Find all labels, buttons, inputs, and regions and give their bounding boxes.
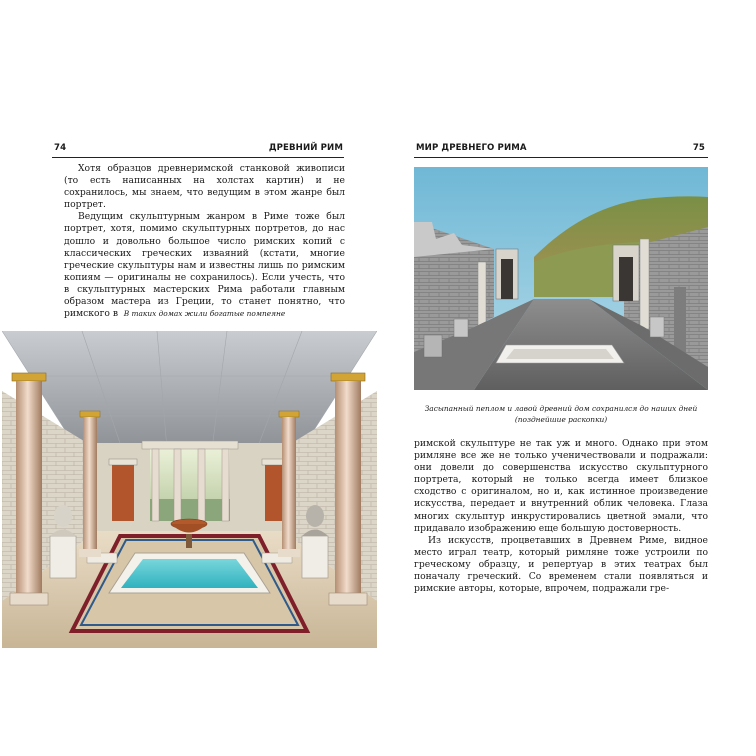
illustration-caption-left: В таких домах жили богатые помпеяне bbox=[123, 309, 286, 318]
illustration-caption-right: Засыпанный пеплом и лавой древний дом сохранился до наших дней (позднейшие раскопки) bbox=[424, 404, 698, 424]
page-number-right: 75 bbox=[692, 143, 705, 153]
paragraph: Ведущим скульптурным жанром в Риме тоже был портрет, хотя, помимо скульптурных портретов, до нас дошло и довольно большое число римских копий с классических греческих изваяний (кстати, многие греческие скульптуры нам и известны лишь по римским копиям — оригиналы не сохранилось). Если учесть, что в скульптурных мастерских Рима работали главным образом мастера из Греции, то станет понятно, что римского в bbox=[64, 211, 345, 320]
page-number-left: 74 bbox=[54, 143, 67, 153]
running-title-left: ДРЕВНИЙ РИМ bbox=[268, 143, 343, 153]
paragraph: римской скульптуре не так уж и много. Однако при этом римляне все же не только ученичествовали и подражали: они довели до совершенства искусство скульптурного портрета, который не только всегда имеет близкое сходство с оригиналом, но и, как истинное произведение искусства, передает и внутренний облик человека. Глаза многих скульптур инкрустировались цветной эмали, что придавало изображению еще большую достоверность. bbox=[414, 438, 708, 534]
ruins-illustration bbox=[414, 167, 708, 390]
paragraph: Хотя образцов древнеримской станковой живописи (то есть написанных на холстах картин) и не сохранилось, мы знаем, что ведущим в этом жанре был портрет. bbox=[64, 163, 345, 211]
right-page bbox=[378, 0, 756, 756]
left-text-block bbox=[64, 163, 345, 320]
running-title-right: МИР ДРЕВНЕГО РИМА bbox=[416, 143, 527, 153]
right-text-block bbox=[414, 438, 708, 595]
header-rule-left bbox=[52, 157, 344, 158]
header-rule-right bbox=[414, 157, 708, 158]
paragraph: Из искусств, процветавших в Древнем Риме, видное место играл театр, который римляне тоже устроили по греческому образцу, и репертуар в этих театрах был поначалу греческий. Со временем стали появляться и римские авторы, которые, впрочем, подражали гре- bbox=[414, 534, 708, 595]
atrium-illustration bbox=[2, 331, 377, 648]
